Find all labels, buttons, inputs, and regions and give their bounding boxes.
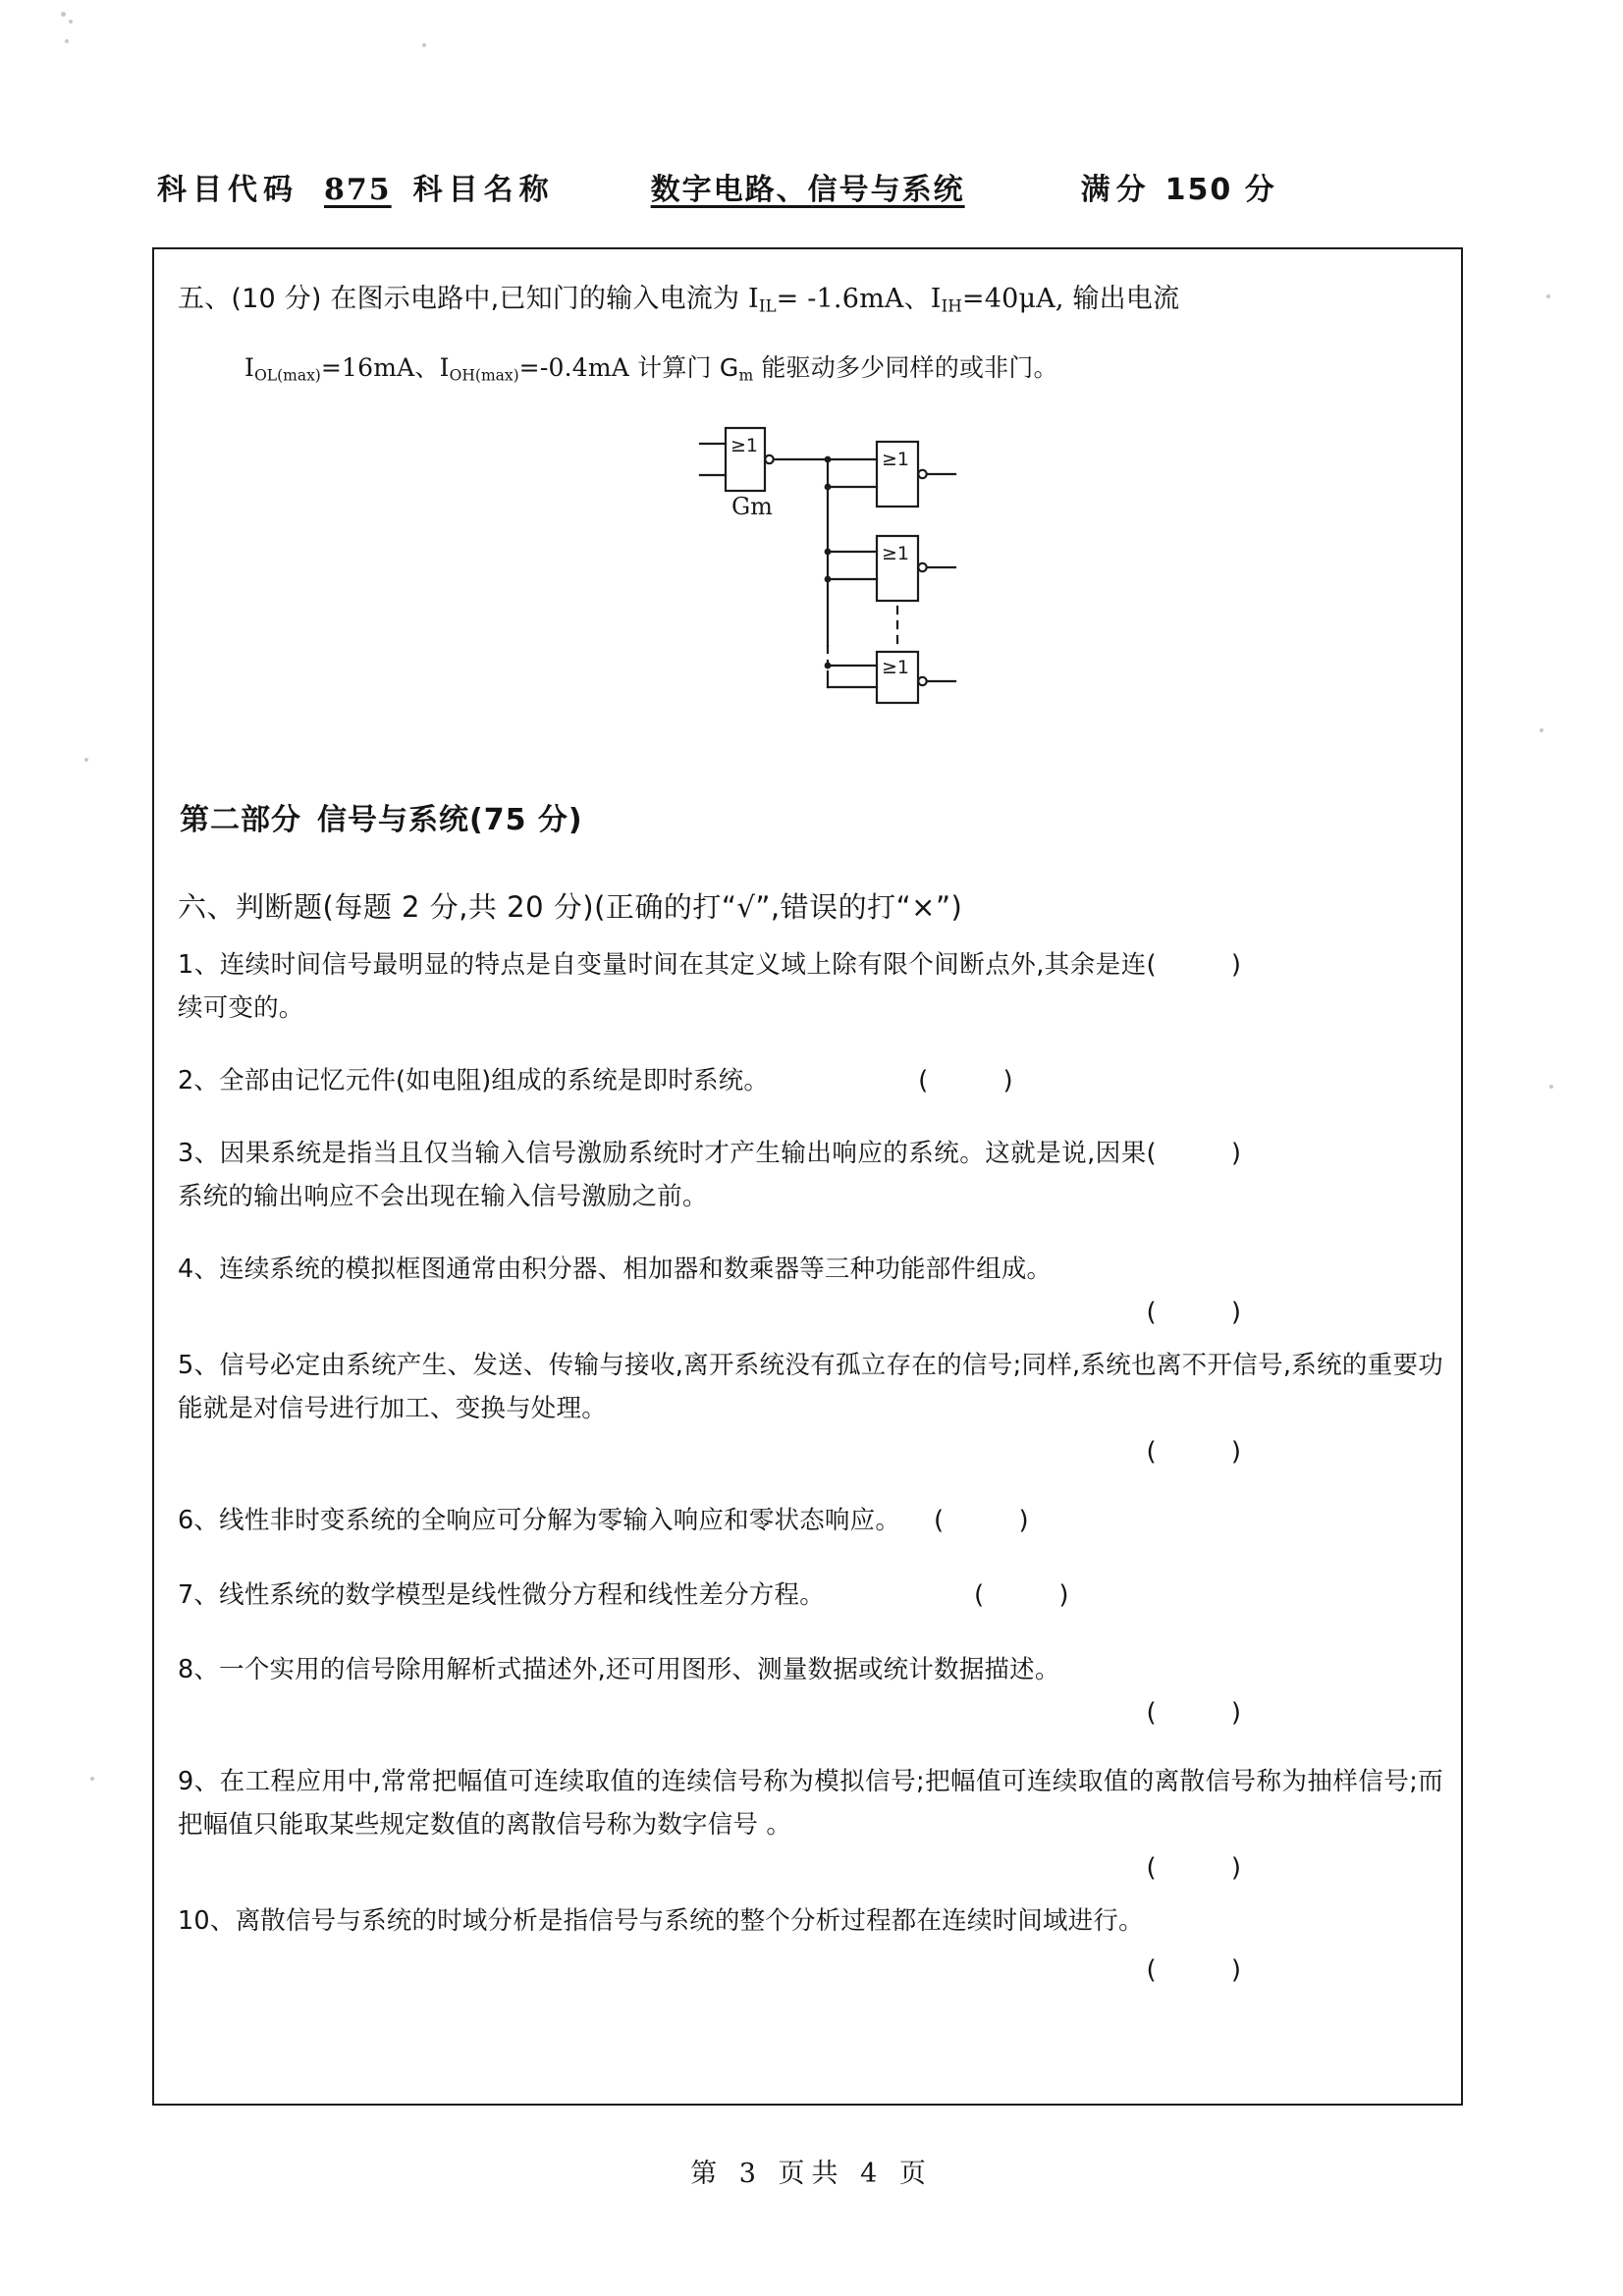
list-item — [178, 1499, 1443, 1542]
question-5-line2 — [244, 347, 1443, 397]
judgement-item-4 — [178, 1248, 1443, 1291]
list-item — [178, 943, 1443, 1030]
scan-speckle — [69, 20, 73, 24]
item-number: 2、 — [178, 1066, 220, 1095]
exam-content-box — [152, 247, 1463, 2106]
scan-speckle — [1549, 1085, 1553, 1089]
answer-box[interactable]: ( ) — [1146, 1437, 1274, 1467]
item-text: 连续时间信号最明显的特点是自变量时间在其定义域上除有限个间断点外,其余是连续可变的。 — [178, 950, 1147, 1023]
current-ioh: $I_{OH(max)}=-0.4mA$ — [439, 352, 629, 384]
item-number: 6、 — [178, 1506, 220, 1535]
answer-box[interactable]: ( ) — [1146, 1698, 1274, 1728]
list-item — [178, 1574, 1443, 1617]
list-item — [178, 1344, 1443, 1473]
scan-speckle — [90, 1777, 94, 1781]
item-number: 8、 — [178, 1655, 220, 1684]
answer-box[interactable]: ( ) — [1146, 950, 1274, 980]
question-5-suffix: 输出电流 — [1072, 284, 1180, 314]
subject-name-value: 数字电路、信号与系统 — [650, 173, 965, 207]
exam-header — [157, 165, 1473, 212]
part-2-heading — [180, 795, 1443, 838]
item-text: 一个实用的信号除用解析式描述外,还可用图形、测量数据或统计数据描述。 — [219, 1655, 1060, 1684]
item-text: 线性非时变系统的全响应可分解为零输入响应和零状态响应。 — [219, 1506, 901, 1535]
answer-row — [178, 1291, 1443, 1334]
judgement-item-6 — [178, 1499, 1443, 1542]
item-number: 1、 — [178, 950, 220, 980]
answer-row — [178, 1430, 1443, 1473]
subject-code-value: 875 — [324, 173, 392, 207]
subject-code-label: 科目代码 — [157, 173, 298, 207]
judgement-item-2 — [178, 1059, 1443, 1102]
answer-box[interactable]: ( ) — [973, 1580, 1103, 1610]
item-number: 4、 — [178, 1255, 220, 1284]
list-item — [178, 1132, 1443, 1218]
item-number: 9、 — [178, 1767, 220, 1796]
gate-gm-output-bubble — [765, 455, 773, 463]
answer-box[interactable]: ( ) — [934, 1506, 1062, 1535]
gate-gm-label: Gm — [731, 493, 773, 520]
item-text: 因果系统是指当且仅当输入信号激励系统时才产生输出响应的系统。这就是说,因果系统的输出响应不会出现在输入信号激励之前。 — [178, 1139, 1147, 1211]
judgement-item-8 — [178, 1648, 1443, 1691]
judgement-item-1 — [178, 943, 1443, 1030]
answer-row — [178, 1846, 1443, 1890]
current-iil: $I_{IL}= -1.6mA$、 — [748, 284, 931, 316]
part-2-name: 信号与系统 — [317, 803, 469, 837]
load-gate-2-symbol: ≥1 — [882, 543, 910, 564]
question-5-text: 在图示电路中,已知门的输入电流为 — [330, 284, 740, 314]
question-5-gate-text: 计算门 G — [637, 352, 739, 382]
current-iol: $I_{OL(max)}=16mA$、 — [244, 352, 440, 384]
answer-box[interactable]: ( ) — [918, 1066, 1047, 1095]
list-item — [178, 1248, 1443, 1334]
item-text: 离散信号与系统的时域分析是指信号与系统的整个分析过程都在连续时间域进行。 — [235, 1906, 1144, 1936]
total-score-label: 满分 — [1080, 173, 1152, 207]
item-number: 5、 — [178, 1351, 220, 1380]
list-item — [178, 1648, 1443, 1735]
gate-subscript: m — [738, 366, 754, 384]
part-2-prefix: 第二部分 — [180, 803, 301, 837]
load-gate-1-output-bubble — [918, 470, 926, 478]
item-number: 3、 — [178, 1139, 220, 1168]
section-6-heading: 六、判断题(每题 2 分,共 20 分)(正确的打“√”,错误的打“×”) — [178, 890, 963, 924]
gate-symbols — [730, 435, 909, 678]
scan-speckle — [61, 12, 66, 17]
answer-row — [178, 1943, 1443, 1998]
subject-name-label: 科目名称 — [412, 173, 555, 207]
question-5-tail: 能驱动多少同样的或非门。 — [761, 352, 1058, 382]
part-2-points: (75 分) — [469, 803, 583, 837]
judgement-item-9 — [178, 1760, 1443, 1846]
judgement-item-10 — [178, 1899, 1443, 1943]
circuit-diagram — [178, 420, 1443, 715]
scan-speckle — [422, 43, 426, 47]
item-number: 10、 — [178, 1906, 236, 1936]
item-number: 7、 — [178, 1580, 220, 1610]
scan-speckle — [1540, 728, 1543, 732]
scan-speckle — [84, 758, 88, 762]
list-item — [178, 1059, 1443, 1102]
page-footer: 第 3 页共 4 页 — [690, 2159, 933, 2189]
current-iih: $I_{IH}=40\mu A$, — [930, 284, 1064, 316]
load-gate-2-output-bubble — [918, 563, 926, 571]
judgement-item-3 — [178, 1132, 1443, 1218]
judgement-item-7 — [178, 1574, 1443, 1617]
item-text: 连续系统的模拟框图通常由积分器、相加器和数乘器等三种功能部件组成。 — [219, 1255, 1053, 1284]
list-item — [178, 1760, 1443, 1890]
item-text: 线性系统的数学模型是线性微分方程和线性差分方程。 — [219, 1580, 825, 1610]
nor-gate-fanout-schematic — [698, 420, 1012, 705]
answer-box[interactable]: ( ) — [1146, 1955, 1274, 1985]
judgement-item-5 — [178, 1344, 1443, 1430]
gate-gm-symbol: ≥1 — [730, 435, 759, 456]
item-text: 信号必定由系统产生、发送、传输与接收,离开系统没有孤立存在的信号;同样,系统也离不开信号,系统的重要功能就是对信号进行加工、变换与处理。 — [178, 1351, 1443, 1423]
question-5 — [178, 277, 1443, 329]
answer-box[interactable]: ( ) — [1146, 1298, 1274, 1327]
total-score-value: 150 分 — [1164, 173, 1276, 207]
answer-row — [178, 1691, 1443, 1735]
item-text: 全部由记忆元件(如电阻)组成的系统是即时系统。 — [219, 1066, 770, 1095]
load-gate-n-output-bubble — [918, 677, 926, 685]
question-5-number: 五、(10 分) — [178, 284, 322, 314]
answer-box[interactable]: ( ) — [1146, 1139, 1274, 1168]
load-gate-n-symbol: ≥1 — [882, 657, 910, 678]
list-item — [178, 1899, 1443, 1998]
judgement-list — [178, 943, 1443, 1998]
scan-speckle — [65, 39, 69, 43]
answer-box[interactable]: ( ) — [1146, 1853, 1274, 1883]
load-gate-1-symbol: ≥1 — [882, 449, 910, 470]
scan-speckle — [1546, 294, 1550, 298]
item-text: 在工程应用中,常常把幅值可连续取值的连续信号称为模拟信号;把幅值可连续取值的离散信号称为抽样信号;而把幅值只能取某些规定数值的离散信号称为数字信号 。 — [178, 1767, 1443, 1840]
